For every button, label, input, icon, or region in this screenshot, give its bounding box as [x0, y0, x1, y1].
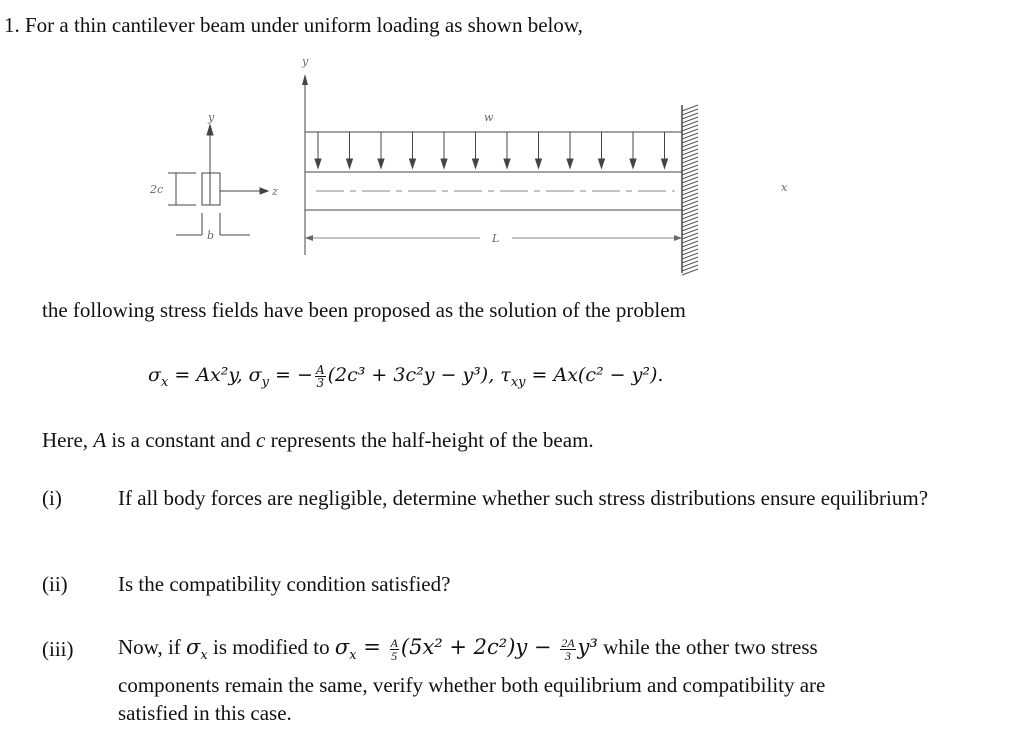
x-axis-label: x: [781, 181, 788, 194]
part-iii-sigma2: $\sigma_x$: [334, 635, 357, 664]
part-iii-sigma: $\sigma_x$: [186, 635, 208, 664]
part-i-label: (i): [42, 486, 62, 510]
load-arrow-head: [441, 159, 447, 168]
part-iii-line2: components remain the same, verify whether both equilibrium and compatibility are: [118, 673, 826, 697]
section-z-label: z: [272, 185, 278, 198]
length-arrow-right: [674, 235, 682, 241]
part-iii-expr2: y³: [577, 635, 598, 659]
part-iii-post: while the other two stress: [597, 635, 818, 659]
length-arrow-left: [305, 235, 313, 241]
part-iii-expr1: (5x² + 2c²)y −: [400, 635, 559, 659]
part-ii-text: Is the compatibility condition satisfied?: [118, 572, 451, 596]
load-arrow-head: [567, 159, 573, 168]
part-ii-label: (ii): [42, 572, 68, 596]
section-rect: [202, 173, 220, 205]
load-arrow-head: [630, 159, 636, 168]
here-prefix: Here,: [42, 428, 94, 452]
eq-tau-xy: $\tau_{xy}$: [500, 364, 526, 390]
wall-hatch: [682, 105, 698, 275]
part-iii-mid: is modified to: [207, 635, 335, 659]
here-line: [42, 427, 594, 453]
eq-sigma-y-rhs: (2c³ + 3c²y − y³),: [327, 364, 501, 386]
width-label: b: [207, 229, 215, 242]
load-arrow-head: [347, 159, 353, 168]
proposed-text: the following stress fields have been proposed as the solution of the problem: [42, 298, 686, 322]
part-iii-line3: satisfied in this case.: [118, 701, 292, 725]
load-arrow-head: [662, 159, 668, 168]
load-arrow-head: [410, 159, 416, 168]
section-z-arrow: [260, 188, 268, 194]
eq-sigma-y: $\sigma_y$: [248, 364, 270, 390]
length-label: L: [492, 232, 500, 245]
load-arrow-head: [473, 159, 479, 168]
stress-equation: [148, 362, 663, 396]
problem-intro-line: [4, 12, 583, 38]
cross-section: [168, 125, 268, 235]
here-A: A: [93, 428, 107, 452]
here-suffix: represents the half-height of the beam.: [265, 428, 594, 452]
beam-y-label: y: [302, 55, 309, 68]
distributed-load: [305, 132, 682, 168]
problem-number: 1.: [4, 13, 20, 37]
load-arrow-head: [315, 159, 321, 168]
section-y-arrow: [207, 125, 213, 135]
part-iii-frac2: $\frac{2A}{3}$: [561, 635, 575, 663]
here-c: c: [256, 428, 266, 452]
section-y-label: y: [208, 111, 215, 124]
eq-sigma-y-eq: = −: [269, 364, 313, 386]
here-mid: is a constant and: [106, 428, 257, 452]
problem-intro: For a thin cantilever beam under uniform loading as shown below,: [25, 13, 583, 37]
load-arrow-head: [599, 159, 605, 168]
part-iii-frac1: $\frac{A}{5}$: [390, 635, 398, 663]
part-i-text: If all body forces are negligible, determine whether such stress distributions ensure equilibrium?: [118, 486, 929, 510]
eq-tau-xy-rhs: = Ax(c² − y²).: [525, 364, 664, 386]
height-label: 2c: [150, 183, 164, 196]
eq-fraction: $\frac{A}{3}$: [315, 362, 325, 390]
cantilever-beam-diagram: [140, 55, 720, 280]
part-iii-pre: Now, if: [118, 635, 187, 659]
load-arrows: [315, 132, 668, 168]
load-arrow-head: [378, 159, 384, 168]
load-arrow-head: [536, 159, 542, 168]
part-iii-label: (iii): [42, 637, 74, 661]
load-arrow-head: [504, 159, 510, 168]
load-label: w: [484, 111, 494, 124]
part-iii-line1: [118, 634, 818, 669]
part-iii-eq: =: [356, 635, 388, 659]
eq-sigma-x-rhs: = Ax²y,: [168, 364, 249, 386]
beam-y-arrow: [302, 74, 308, 85]
eq-sigma-x: $\sigma_x$: [148, 364, 169, 390]
